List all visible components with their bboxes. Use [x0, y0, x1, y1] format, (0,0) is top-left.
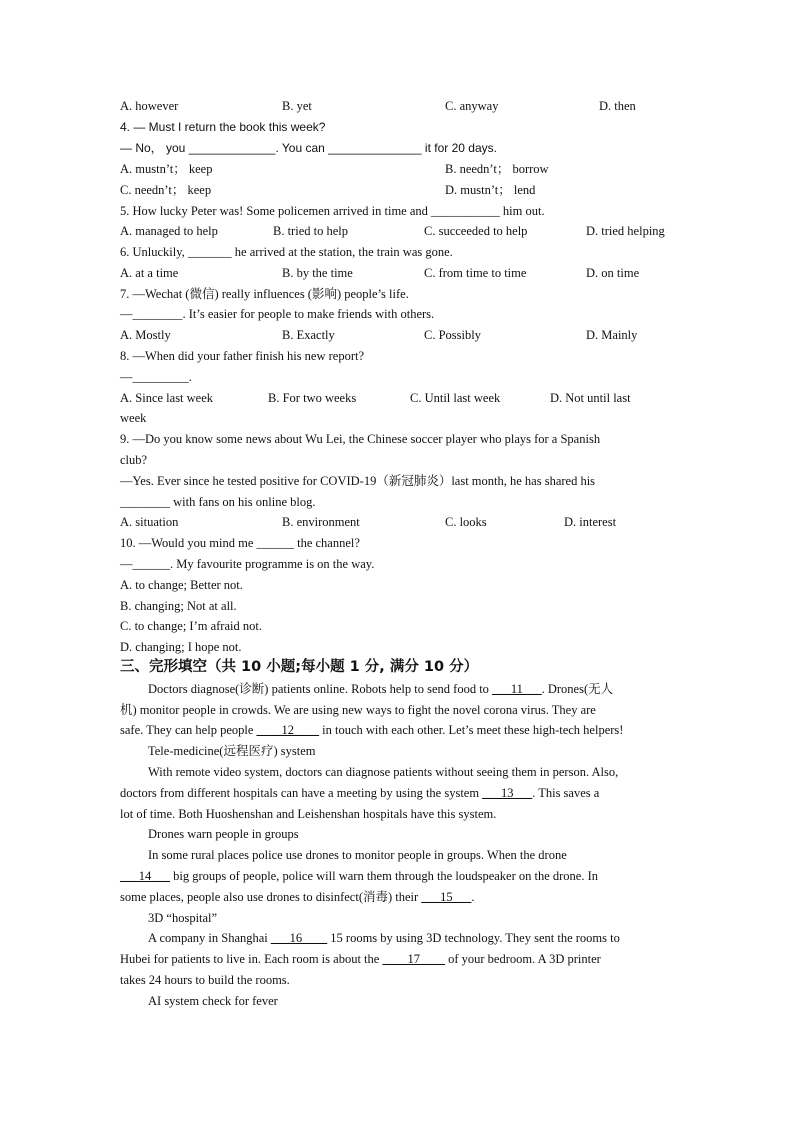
option-c: C. needn’t； keep — [120, 183, 212, 197]
option-d: D. then — [599, 99, 636, 113]
blank-14: ___14___ — [120, 869, 170, 883]
option-a: A. however — [120, 99, 179, 113]
q9-stem-line2: club? — [120, 453, 148, 467]
q7-reply: —________. It’s easier for people to make friends with others. — [120, 307, 435, 321]
option-a: A. managed to help — [120, 224, 218, 238]
option-c: C. Until last week — [410, 391, 501, 405]
option-d: D. interest — [564, 515, 617, 529]
section-heading: 三、完形填空（共 10 小题;每小题 1 分, 满分 10 分） — [120, 659, 479, 675]
passage-line: 机) monitor people in crowds. We are using new ways to fight the novel corona virus. They are — [120, 703, 596, 717]
q6-stem: 6. Unluckily, _______ he arrived at the station, the train was gone. — [120, 245, 453, 259]
q10-reply: —______. My favourite programme is on the way. — [120, 557, 375, 571]
blank-15: ___15___ — [421, 890, 472, 904]
option-b: B. tried to help — [273, 224, 348, 238]
option-d: D. Not until last — [550, 391, 631, 405]
subheading: AI system check for fever — [148, 994, 278, 1008]
option-c: C. looks — [445, 515, 487, 529]
q10-stem: 10. —Would you mind me ______ the channel? — [120, 536, 360, 550]
q4-stem: 4. — Must I return the book this week? — [120, 120, 326, 134]
blank-12: ____12____ — [256, 723, 320, 737]
option-a: A. at a time — [120, 266, 179, 280]
q9-reply-line1: —Yes. Ever since he tested positive for COVID-19（新冠肺炎）last month, he has shared his — [120, 474, 596, 488]
passage-line: doctors from different hospitals can have a meeting by using the system ___13___. This saves a — [120, 786, 600, 800]
q7-stem: 7. —Wechat (微信) really influences (影响) people’s life. — [120, 287, 409, 301]
option-c: C. from time to time — [424, 266, 527, 280]
passage-line: ___14___ big groups of people, police will warn them through the loudspeaker on the drone. In — [120, 869, 599, 883]
passage-line: In some rural places police use drones to monitor people in groups. When the drone — [148, 848, 567, 862]
option-a: A. Mostly — [120, 328, 171, 342]
q10-option-a: A. to change; Better not. — [120, 578, 243, 592]
option-a: A. mustn’t； keep — [120, 162, 213, 176]
option-b: B. needn’t； borrow — [445, 162, 549, 176]
q8-option-continuation: week — [120, 411, 147, 425]
option-b: B. For two weeks — [268, 391, 357, 405]
option-d: D. on time — [586, 266, 640, 280]
q10-option-d: D. changing; I hope not. — [120, 640, 242, 654]
option-c: C. anyway — [445, 99, 499, 113]
q4-reply: — No， you _____________. You can ______________ it for 20 days. — [120, 141, 497, 155]
q5-stem: 5. How lucky Peter was! Some policemen arrived in time and ___________ him out. — [120, 204, 545, 218]
option-b: B. Exactly — [282, 328, 335, 342]
option-a: A. situation — [120, 515, 179, 529]
q9-reply-line2: ________ with fans on his online blog. — [120, 495, 316, 509]
q8-reply: —_________. — [120, 370, 192, 384]
subheading: Drones warn people in groups — [148, 827, 299, 841]
option-d: D. mustn’t； lend — [445, 183, 536, 197]
passage-line: takes 24 hours to build the rooms. — [120, 973, 290, 987]
option-d: D. tried helping — [586, 224, 665, 238]
blank-13: ___13___ — [482, 786, 533, 800]
q9-stem-line1: 9. —Do you know some news about Wu Lei, the Chinese soccer player who plays for a Spanish — [120, 432, 601, 446]
passage-line: With remote video system, doctors can diagnose patients without seeing them in person. Also, — [148, 765, 619, 779]
q10-option-b: B. changing; Not at all. — [120, 599, 237, 613]
q8-stem: 8. —When did your father finish his new report? — [120, 349, 365, 363]
passage-line: Doctors diagnose(诊断) patients online. Robots help to send food to ___11___. Drones(无人 — [148, 682, 614, 696]
option-b: B. by the time — [282, 266, 353, 280]
option-b: B. yet — [282, 99, 312, 113]
passage-line: Hubei for patients to live in. Each room is about the ____17____ of your bedroom. A 3D printer — [120, 952, 601, 966]
passage-line: lot of time. Both Huoshenshan and Leishenshan hospitals have this system. — [120, 807, 497, 821]
option-b: B. environment — [282, 515, 360, 529]
subheading: 3D “hospital” — [148, 911, 218, 925]
blank-17: ____17____ — [382, 952, 445, 966]
blank-16: ___16____ — [270, 931, 328, 945]
passage-line: safe. They can help people ____12____ in touch with each other. Let’s meet these high-tech helpers! — [120, 723, 624, 737]
q10-option-c: C. to change; I’m afraid not. — [120, 619, 262, 633]
option-d: D. Mainly — [586, 328, 638, 342]
option-a: A. Since last week — [120, 391, 214, 405]
option-c: C. succeeded to help — [424, 224, 528, 238]
passage-line: some places, people also use drones to disinfect(消毒) their ___15___. — [120, 890, 475, 904]
option-c: C. Possibly — [424, 328, 481, 342]
blank-11: ___11___ — [492, 682, 542, 696]
subheading: Tele-medicine(远程医疗) system — [148, 744, 316, 758]
passage-line: A company in Shanghai ___16____ 15 rooms by using 3D technology. They sent the rooms to — [148, 931, 620, 945]
